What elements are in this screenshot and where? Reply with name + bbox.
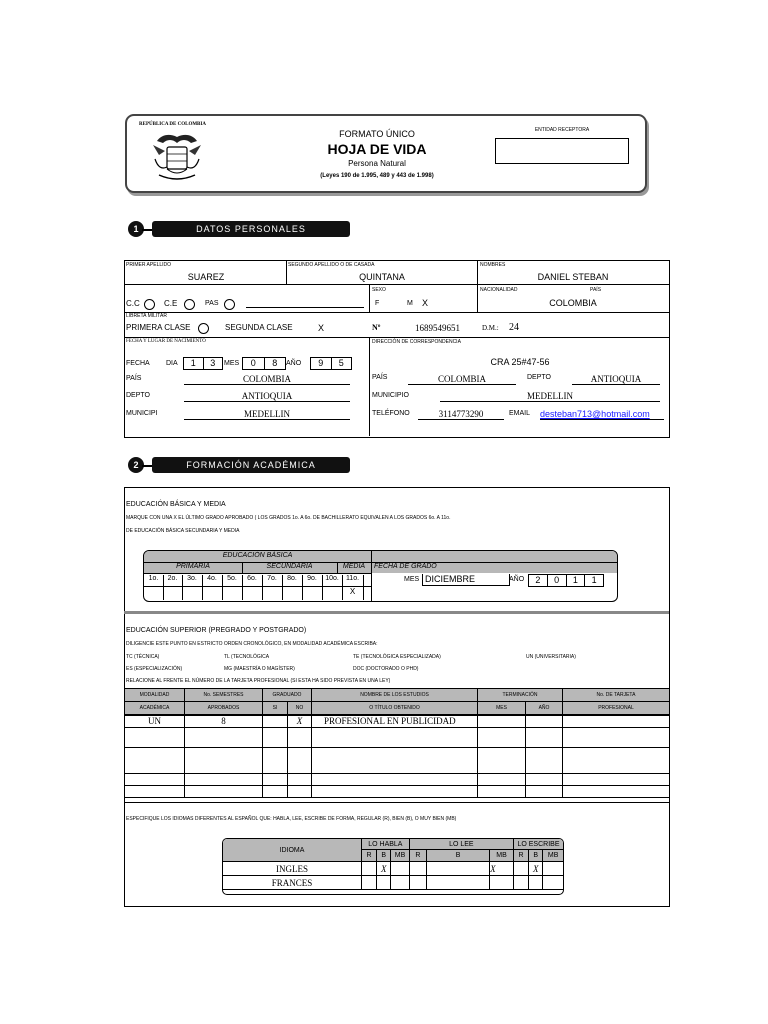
read-r-cell[interactable] xyxy=(409,876,426,890)
col-termination-header: TERMINACIÓN xyxy=(478,689,563,702)
second-class-mark[interactable]: X xyxy=(318,323,325,333)
speak-b-cell[interactable]: X xyxy=(377,862,391,876)
grade-label: 1o. xyxy=(144,575,164,586)
table-header-row xyxy=(125,702,670,715)
modality-doc: DOC (DOCTORADO O PHD) xyxy=(353,666,419,672)
document-title: HOJA DE VIDA xyxy=(327,141,427,157)
modality-es: ES (ESPECIALIZACIÓN) xyxy=(126,666,183,672)
basic-education-header: EDUCACIÓN BÁSICA xyxy=(222,552,293,559)
academic-divider xyxy=(124,611,669,614)
speak-r-cell[interactable] xyxy=(361,862,376,876)
grade-cell[interactable] xyxy=(282,587,303,600)
row-month[interactable] xyxy=(478,715,526,728)
media-header: MEDIA xyxy=(342,563,366,570)
row-semesters[interactable]: 8 xyxy=(185,715,263,728)
grade-cell[interactable] xyxy=(302,587,323,600)
modality-mg: MG (MAESTRÍA O MAGÍSTER) xyxy=(224,666,295,672)
languages-header-row xyxy=(223,839,564,850)
section-1-number: 1 xyxy=(128,221,144,237)
sex-m-label: M xyxy=(407,300,413,307)
names-value[interactable]: DANIEL STEBAN xyxy=(537,272,609,282)
birth-day-digit: 3 xyxy=(210,358,216,368)
email-label: EMAIL xyxy=(509,410,531,417)
grade-cell[interactable] xyxy=(163,587,183,600)
header-card xyxy=(125,114,647,193)
second-class-label: SEGUNDA CLASE xyxy=(225,323,293,332)
level-mb: MB xyxy=(543,850,564,862)
secundaria-header: SECUNDARIA xyxy=(266,563,313,570)
row-divider xyxy=(124,284,669,285)
birth-month-digit: 8 xyxy=(272,358,278,368)
level-r: R xyxy=(513,850,528,862)
grade-cell[interactable] xyxy=(202,587,223,600)
military-number-label: Nº xyxy=(372,323,381,332)
row-divider xyxy=(124,337,669,338)
grad-year-digit: 1 xyxy=(591,575,597,585)
birth-dept-label: DEPTO xyxy=(126,392,150,399)
speak-b-cell[interactable] xyxy=(377,876,391,890)
nationality-value[interactable]: COLOMBIA xyxy=(549,298,597,308)
modality-tc: TC (TÉCNICA) xyxy=(126,654,160,660)
phone-label: TELÉFONO xyxy=(372,410,410,417)
address-label: DIRECCIÓN DE CORRESPONDENCIA xyxy=(372,339,461,345)
row-no[interactable]: X xyxy=(288,715,312,728)
grad-date-header: FECHA DE GRADO xyxy=(374,563,437,570)
doc-number-field[interactable] xyxy=(246,307,364,308)
doc-type-ce-radio[interactable] xyxy=(184,299,195,310)
entity-field[interactable] xyxy=(495,138,629,164)
grade-cell[interactable] xyxy=(222,587,243,600)
grade-label: 11o. xyxy=(342,575,364,586)
grid-line xyxy=(371,551,372,601)
languages-table xyxy=(222,838,564,895)
military-number-value[interactable]: 1689549651 xyxy=(415,323,460,333)
primaria-header: PRIMARIA xyxy=(176,563,210,570)
row-card[interactable] xyxy=(563,715,670,728)
grade-label: 6o. xyxy=(242,575,263,586)
col-modality-header-2: ACADÉMICA xyxy=(125,702,185,715)
email-value[interactable]: desteban713@hotmail.com xyxy=(540,409,664,420)
basic-education-instruction: MARQUE CON UNA X EL ÚLTIMO GRADO APROBADO ( LOS GRADOS 1o. A 6o. DE BACHILLERATO EQUIVALEN A LOS GRADOS 6o. A 11o. xyxy=(126,515,451,521)
addr-dept-label: DEPTO xyxy=(527,374,551,381)
write-r-cell[interactable] xyxy=(513,862,528,876)
higher-education-instruction-2: RELACIONE AL FRENTE EL NÚMERO DE LA TARJETA PROFESIONAL (SI ESTA HA SIDO PREVISTA EN UNA LEY) xyxy=(126,678,391,684)
level-mb: MB xyxy=(391,850,409,862)
grad-year-digit: 1 xyxy=(567,575,586,586)
phone-value[interactable]: 3114773290 xyxy=(418,409,504,420)
birth-month-field[interactable] xyxy=(242,357,286,370)
birth-country-value[interactable]: COLOMBIA xyxy=(184,374,350,385)
reads-header: LO LEE xyxy=(409,839,513,850)
grad-year-field[interactable] xyxy=(528,574,604,587)
col-month-header: MES xyxy=(478,702,526,715)
addr-dept-value[interactable]: ANTIOQUIA xyxy=(572,374,660,385)
grad-year-label: AÑO xyxy=(509,576,525,583)
birth-month-label: MES xyxy=(224,360,240,367)
grade-label: 2o. xyxy=(163,575,183,586)
birth-year-field[interactable] xyxy=(310,357,352,370)
birth-month-digit: 0 xyxy=(243,358,265,369)
row-si[interactable] xyxy=(263,715,288,728)
section-2-number: 2 xyxy=(128,457,144,473)
grade-cell[interactable] xyxy=(144,587,164,600)
doc-type-ce-label: C.E xyxy=(164,299,178,308)
address-value[interactable]: CRA 25#47-56 xyxy=(490,357,550,367)
speak-mb-cell[interactable] xyxy=(391,876,409,890)
birth-year-digit: 9 xyxy=(311,358,332,369)
birth-year-label: AÑO xyxy=(286,360,302,367)
entity-label: ENTIDAD RECEPTORA xyxy=(534,127,590,133)
grad-month-value[interactable]: DICIEMBRE xyxy=(422,574,510,586)
format-label: FORMATO ÚNICO xyxy=(339,129,415,139)
second-surname-label: SEGUNDO APELLIDO O DE CASADA xyxy=(288,262,375,268)
birth-day-field[interactable] xyxy=(183,357,223,370)
level-b: B xyxy=(529,850,543,862)
table-row-empty xyxy=(125,728,670,748)
modality-un: UN (UNIVERSITARIA) xyxy=(526,654,576,660)
col-title-header-2: O TÍTULO OBTENIDO xyxy=(312,702,478,715)
speaks-header: LO HABLA xyxy=(361,839,409,850)
col-modality-header: MODALIDAD xyxy=(125,689,185,702)
grade-label: 3o. xyxy=(182,575,203,586)
col-si-header: SI xyxy=(263,702,288,715)
col-card-header-2: PROFESIONAL xyxy=(563,702,670,715)
basic-education-title: EDUCACIÓN BÁSICA Y MEDIA xyxy=(126,501,226,508)
document-subtitle: Persona Natural xyxy=(348,159,406,168)
birth-day-digit: 1 xyxy=(184,358,204,369)
first-surname-value[interactable]: SUAREZ xyxy=(187,272,225,282)
coat-of-arms-icon xyxy=(149,131,205,185)
row-divider xyxy=(369,312,669,313)
col-card-header: No. DE TARJETA xyxy=(563,689,670,702)
grade-label: 9o. xyxy=(302,575,323,586)
dm-label: D.M.: xyxy=(482,324,499,332)
names-label: NOMBRES xyxy=(480,262,506,268)
row-modality[interactable]: UN xyxy=(125,715,185,728)
birth-dept-value[interactable]: ANTIOQUIA xyxy=(184,391,350,402)
birth-city-value[interactable]: MEDELLIN xyxy=(184,409,350,420)
col-divider xyxy=(477,260,478,312)
first-class-radio[interactable] xyxy=(198,323,209,334)
row-year[interactable] xyxy=(526,715,563,728)
grade-cell[interactable] xyxy=(322,587,343,600)
grade-label: 8o. xyxy=(282,575,303,586)
table-row-empty xyxy=(125,786,670,798)
birth-label: FECHA Y LUGAR DE NACIMIENTO xyxy=(126,339,206,344)
level-r: R xyxy=(361,850,376,862)
dm-value[interactable]: 24 xyxy=(509,322,519,333)
higher-education-table xyxy=(124,688,670,798)
table-header-row xyxy=(125,689,670,702)
col-divider xyxy=(369,284,370,312)
writes-header: LO ESCRIBE xyxy=(513,839,563,850)
read-r-cell[interactable] xyxy=(409,862,426,876)
higher-education-title: EDUCACIÓN SUPERIOR (PREGRADO Y POSTGRADO) xyxy=(126,627,307,634)
read-mb-cell[interactable] xyxy=(490,876,514,890)
table-row xyxy=(125,715,670,728)
table-row-empty xyxy=(125,774,670,786)
birth-year-digit: 5 xyxy=(338,358,344,368)
birth-country-label: PAÍS xyxy=(126,375,142,382)
write-b-cell[interactable] xyxy=(529,876,543,890)
birth-day-label: DIA xyxy=(166,360,178,367)
level-b: B xyxy=(427,850,490,862)
addr-city-value[interactable]: MEDELLIN xyxy=(440,391,660,402)
grade-label: 5o. xyxy=(222,575,243,586)
col-graduated-header: GRADUADO xyxy=(263,689,312,702)
write-mb-cell[interactable] xyxy=(543,862,564,876)
sex-mark[interactable]: X xyxy=(422,298,429,308)
doc-type-cc-radio[interactable] xyxy=(144,299,155,310)
republic-label: REPÚBLICA DE COLOMBIA xyxy=(139,122,206,127)
speak-r-cell[interactable] xyxy=(361,876,376,890)
first-surname-label: PRIMER APELLIDO xyxy=(126,262,172,268)
grade-label: 7o. xyxy=(262,575,283,586)
speak-mb-cell[interactable] xyxy=(391,862,409,876)
level-mb: MB xyxy=(490,850,514,862)
academic-divider xyxy=(124,802,669,803)
write-mb-cell[interactable] xyxy=(543,876,564,890)
grid-line xyxy=(144,573,371,574)
first-class-label: PRIMERA CLASE xyxy=(126,323,191,332)
modality-te: TE (TECNOLÓGICA ESPECIALIZADA) xyxy=(353,654,441,660)
write-r-cell[interactable] xyxy=(513,876,528,890)
languages-instruction: ESPECIFIQUE LOS IDIOMAS DIFERENTES AL ESPAÑOL QUE: HABLA, LEE, ESCRIBE DE FORMA, REGULAR (R), BIEN (B), O MUY BIEN (MB) xyxy=(126,816,457,822)
basic-education-instruction-2: DE EDUCACIÓN BÁSICA SECUNDARIA Y MEDIA xyxy=(126,528,240,534)
doc-type-pas-label: PAS xyxy=(205,300,219,307)
laws-label: (Leyes 190 de 1.995, 489 y 443 de 1.998) xyxy=(320,173,434,179)
col-divider xyxy=(369,337,370,436)
read-b-cell[interactable] xyxy=(427,876,490,890)
addr-city-label: MUNICIPIO xyxy=(372,392,409,399)
doc-type-pas-radio[interactable] xyxy=(224,299,235,310)
basic-education-grid xyxy=(143,550,618,602)
grad-month-label: MES xyxy=(404,576,420,583)
second-surname-value[interactable]: QUINTANA xyxy=(359,272,405,282)
col-title-header: NOMBRE DE LOS ESTUDIOS xyxy=(312,689,478,702)
higher-education-instruction: DILIGENCIE ESTE PUNTO EN ESTRICTO ORDEN CRONOLÓGICO, EN MODALIDAD ACADÉMICA ESCRIBA: xyxy=(126,641,378,647)
col-semesters-header-2: APROBADOS xyxy=(185,702,263,715)
grad-year-digit: 0 xyxy=(548,575,567,586)
birth-city-label: MUNICIPI xyxy=(126,410,158,417)
section-1-title: DATOS PERSONALES xyxy=(152,221,350,237)
doc-type-cc-label: C.C xyxy=(126,299,140,308)
grade-cell[interactable] xyxy=(262,587,283,600)
grade-cell[interactable] xyxy=(242,587,263,600)
grade-label: 4o. xyxy=(202,575,223,586)
language-col-header: IDIOMA xyxy=(223,839,362,862)
col-year-header: AÑO xyxy=(526,702,563,715)
language-row xyxy=(223,862,564,876)
read-b-cell[interactable] xyxy=(427,862,490,876)
sex-f-label: F xyxy=(375,300,380,307)
language-name: INGLES xyxy=(223,862,362,876)
section-2-title: FORMACIÓN ACADÉMICA xyxy=(152,457,350,473)
nationality-label: NACIONALIDAD xyxy=(480,287,518,293)
modality-tl: TL (TECNOLÓGICA xyxy=(224,654,270,660)
grade-label: 10o. xyxy=(322,575,343,586)
read-mb-cell[interactable]: X xyxy=(490,862,514,876)
level-b: B xyxy=(377,850,391,862)
military-label: LIBRETA MILITAR xyxy=(126,313,167,319)
language-row xyxy=(223,876,564,890)
write-b-cell[interactable]: X xyxy=(529,862,543,876)
language-name: FRANCES xyxy=(223,876,362,890)
col-semesters-header: No. SEMESTRES xyxy=(185,689,263,702)
table-row-empty xyxy=(125,748,670,774)
grad-year-digit: 2 xyxy=(529,575,548,586)
level-r: R xyxy=(409,850,426,862)
addr-country-label: PAÍS xyxy=(372,374,388,381)
col-divider xyxy=(286,260,287,284)
nationality-country-label: PAÍS xyxy=(590,287,602,293)
grade-cell[interactable]: X xyxy=(342,587,364,600)
birth-date-label: FECHA xyxy=(126,360,150,367)
row-title[interactable]: PROFESIONAL EN PUBLICIDAD xyxy=(312,715,478,728)
sex-label: SEXO xyxy=(372,287,386,293)
col-no-header: NO xyxy=(288,702,312,715)
addr-country-value[interactable]: COLOMBIA xyxy=(408,374,516,385)
grade-cell[interactable] xyxy=(182,587,203,600)
